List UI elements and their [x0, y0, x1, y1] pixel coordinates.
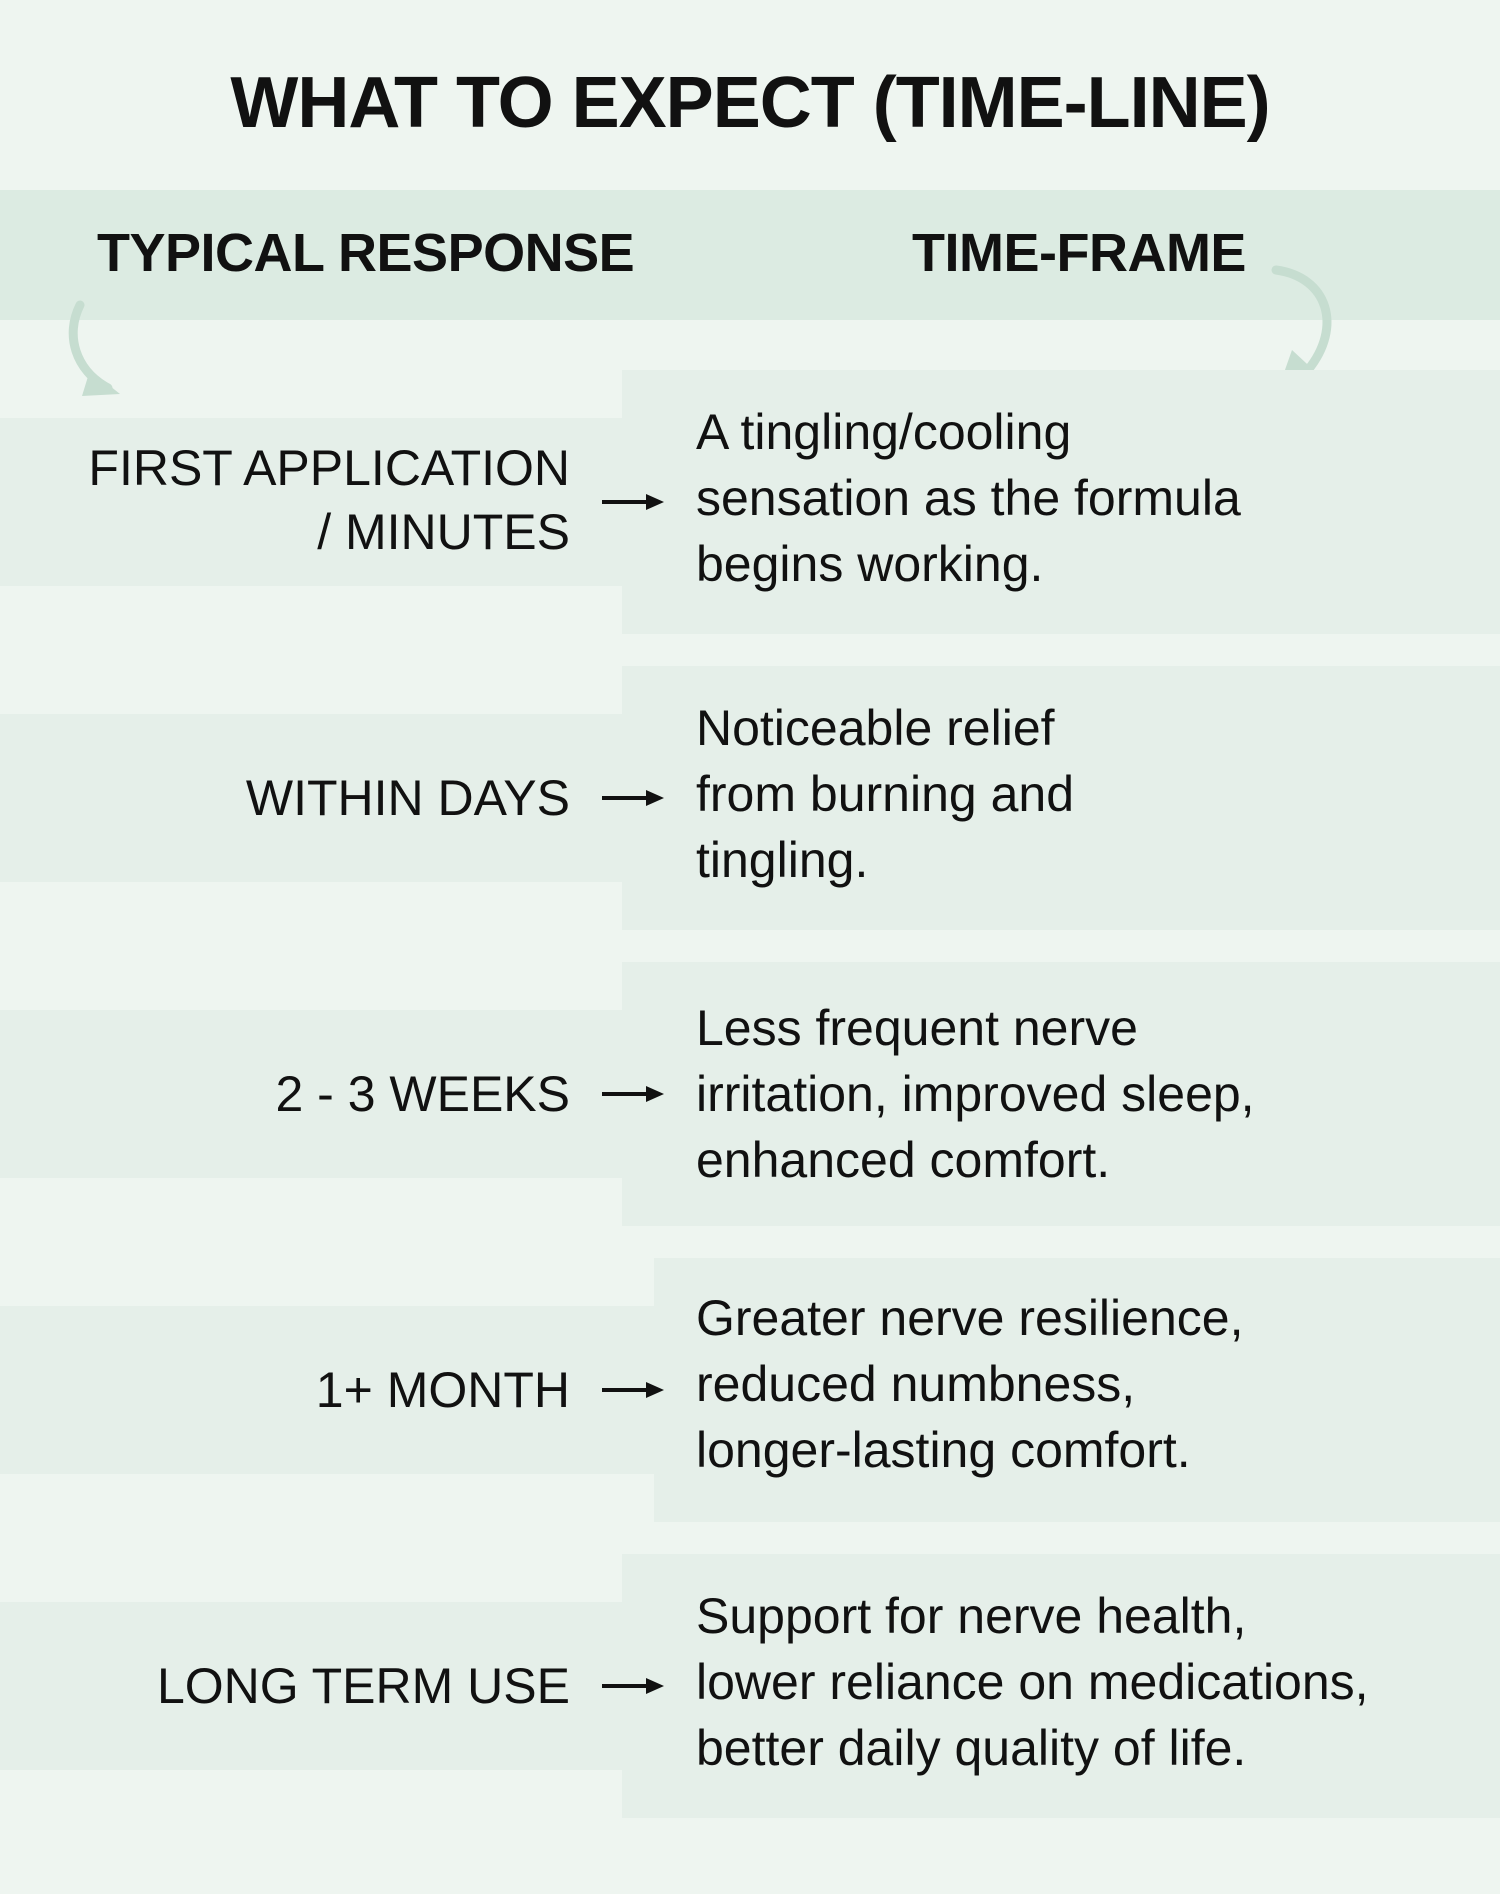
response-line: better daily quality of life. — [696, 1720, 1247, 1776]
timeframe-line: LONG TERM USE — [156, 1658, 570, 1714]
timeframe-label-row-1 — [88, 436, 570, 564]
response-line: sensation as the formula — [696, 470, 1241, 526]
response-line: Less frequent nerve — [696, 1000, 1138, 1056]
timeframe-label-row-5 — [157, 1654, 570, 1718]
timeframe-line: FIRST APPLICATION — [88, 440, 570, 496]
response-text-row-2 — [696, 695, 1074, 893]
timeframe-line: WITHIN DAYS — [245, 770, 570, 826]
response-line: irritation, improved sleep, — [696, 1066, 1255, 1122]
column-header-time-frame: TIME-FRAME — [912, 223, 1246, 283]
arrow-right-icon — [602, 1676, 664, 1696]
response-line: A tingling/cooling — [696, 404, 1072, 460]
arrow-right-icon — [602, 788, 664, 808]
response-line: lower reliance on medications, — [696, 1654, 1369, 1710]
response-text-row-4 — [696, 1285, 1243, 1483]
curved-arrow-left-icon — [60, 300, 130, 400]
timeframe-line: 1+ MONTH — [315, 1362, 570, 1418]
response-text-row-1 — [696, 399, 1241, 597]
timeframe-label-row-2 — [246, 766, 570, 830]
response-line: longer-lasting comfort. — [696, 1422, 1191, 1478]
column-header-typical-response: TYPICAL RESPONSE — [97, 223, 635, 283]
arrow-right-icon — [602, 1380, 664, 1400]
response-line: from burning and — [696, 766, 1075, 822]
arrow-right-icon — [602, 492, 664, 512]
response-line: tingling. — [696, 832, 869, 888]
page-title: WHAT TO EXPECT (TIME-LINE) — [230, 63, 1270, 143]
response-line: reduced numbness, — [696, 1356, 1136, 1412]
response-line: begins working. — [696, 536, 1044, 592]
response-line: Support for nerve health, — [696, 1588, 1247, 1644]
response-line: enhanced comfort. — [696, 1132, 1111, 1188]
response-line: Noticeable relief — [696, 700, 1055, 756]
timeframe-label-row-4 — [316, 1358, 570, 1422]
response-text-row-3 — [696, 995, 1255, 1193]
response-text-row-5 — [696, 1583, 1369, 1781]
response-line: Greater nerve resilience, — [696, 1290, 1244, 1346]
timeframe-line: 2 - 3 WEEKS — [275, 1066, 570, 1122]
arrow-right-icon — [602, 1084, 664, 1104]
timeframe-label-row-3 — [275, 1062, 570, 1126]
timeframe-line: / MINUTES — [317, 504, 570, 560]
